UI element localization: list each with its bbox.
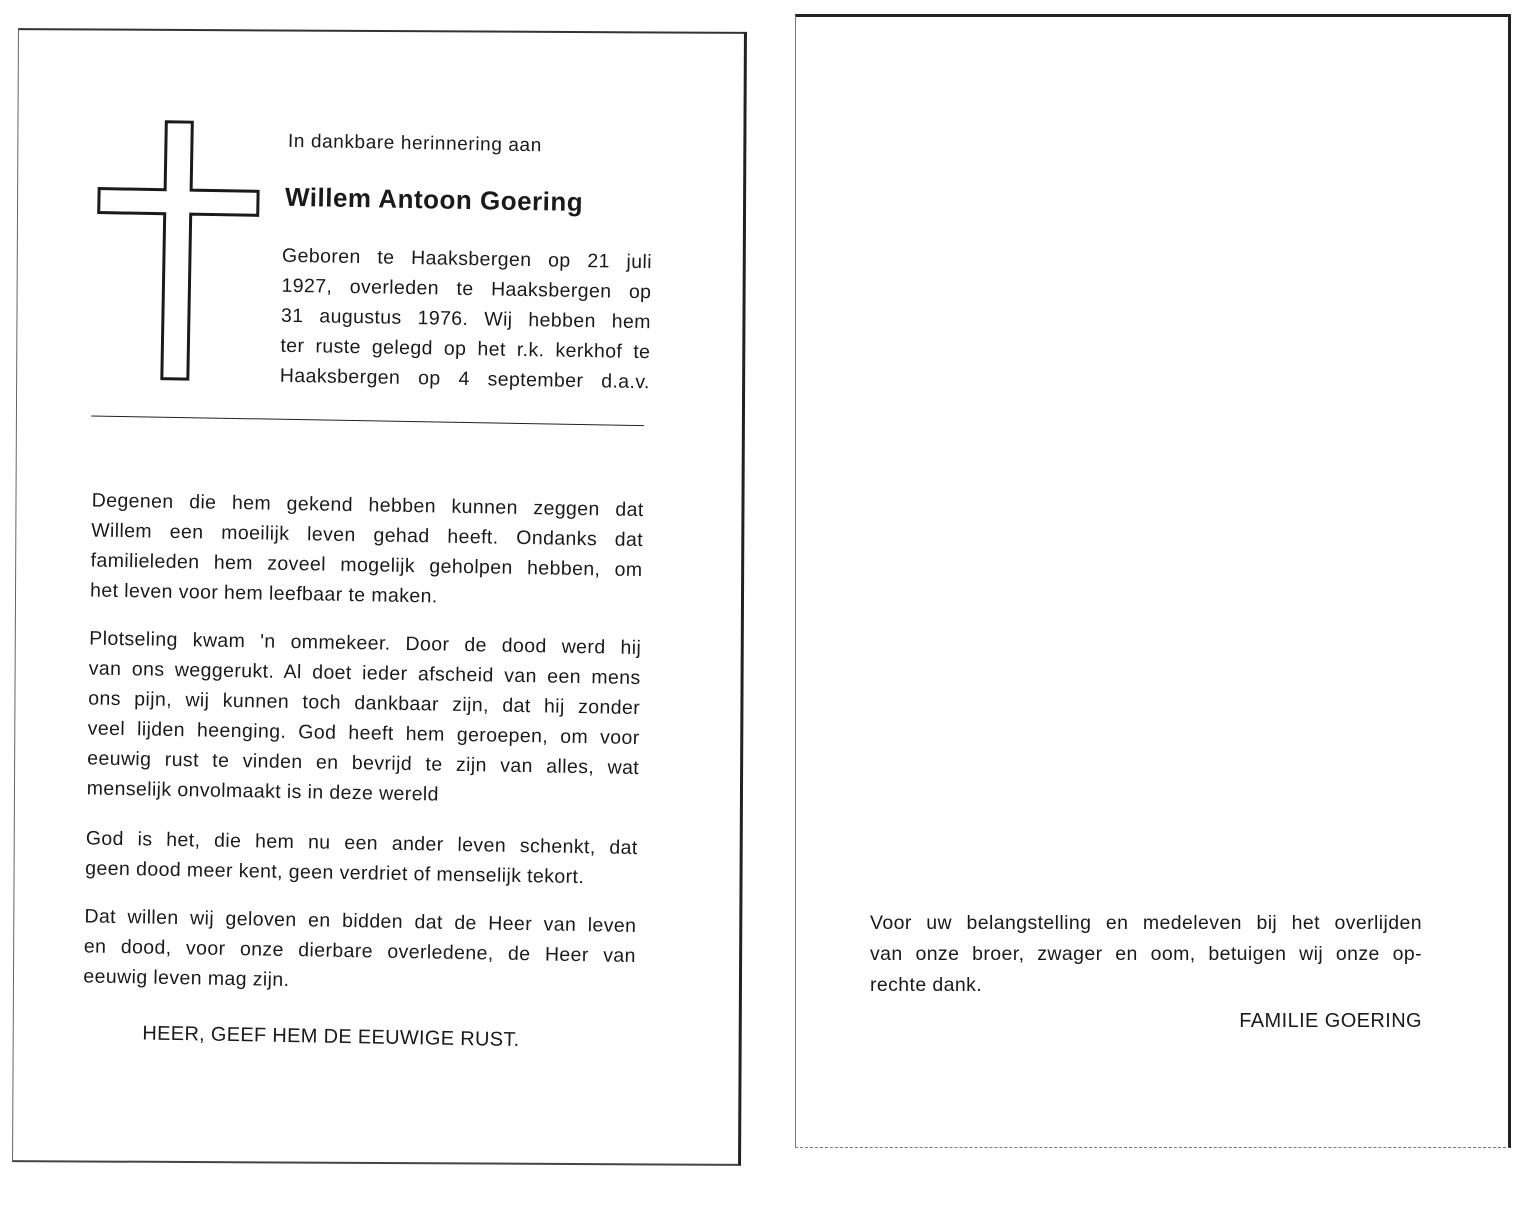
paragraph-line: eeuwig leven mag zijn. — [83, 965, 290, 991]
paragraph-line: Willem een moeilijk leven gehad heeft. Ondanks dat — [90, 519, 644, 552]
paragraph-line: geen dood meer kent, geen verdriet of menselijk tekort. — [85, 857, 585, 889]
paragraph-line: menselijk onvolmaakt is in deze wereld — [86, 777, 440, 806]
paragraph-line: van ons weggerukt. Al doet ieder afscheid van een mens — [88, 657, 641, 690]
paragraph-line: Plotseling kwam 'n ommekeer. Door de dood werd hij — [89, 627, 642, 660]
paragraph-line: ons pijn, wij kunnen toch dankbaar zijn, dat hij zonder — [88, 687, 641, 720]
bio-line: Geboren te Haaksbergen op 21 juli — [281, 244, 653, 274]
cross-icon — [92, 118, 267, 387]
paragraph-line: eeuwig rust te vinden en bevrijd te zijn van alles, wat — [87, 747, 640, 780]
paragraph-line: familieleden hem zoveel mogelijk geholpen hebben, om — [90, 549, 643, 582]
paragraph-line: Dat willen wij geloven en bidden dat de Heer van leven — [84, 905, 637, 938]
paragraph-line: Degenen die hem gekend hebben kunnen zeggen dat — [91, 489, 644, 522]
bio-line: Haaksbergen op 4 september d.a.v. — [279, 364, 651, 394]
intro-text: In dankbare herinnering aan — [287, 130, 543, 157]
closing-prayer: HEER, GEEF HEM DE EEUWIGE RUST. — [142, 1022, 520, 1052]
paragraph-line: God is het, die hem nu een ander leven schenkt, dat — [85, 827, 638, 860]
family-signature: FAMILIE GOERING — [1239, 1010, 1422, 1032]
paragraph-line: veel lijden heenging. God heeft hem geroepen, om voor — [87, 717, 640, 750]
thanks-line: rechte dank. — [870, 974, 983, 996]
bio-line: 1927, overleden te Haaksbergen op — [281, 274, 652, 304]
paragraph-line: het leven voor hem leefbaar te maken. — [89, 579, 438, 608]
bio-line: 31 augustus 1976. Wij hebben hem — [280, 304, 652, 334]
thanks-line: van onze broer, zwager en oom, betuigen wij onze op- — [870, 943, 1422, 965]
paragraph-line: en dood, voor onze dierbare overledene, de Heer van — [83, 935, 637, 968]
thanks-line: Voor uw belangstelling en medeleven bij het overlijden — [870, 912, 1422, 934]
bio-line: ter ruste gelegd op het r.k. kerkhof te — [280, 334, 651, 364]
divider-line — [91, 415, 644, 426]
deceased-name: Willem Antoon Goering — [284, 181, 584, 218]
